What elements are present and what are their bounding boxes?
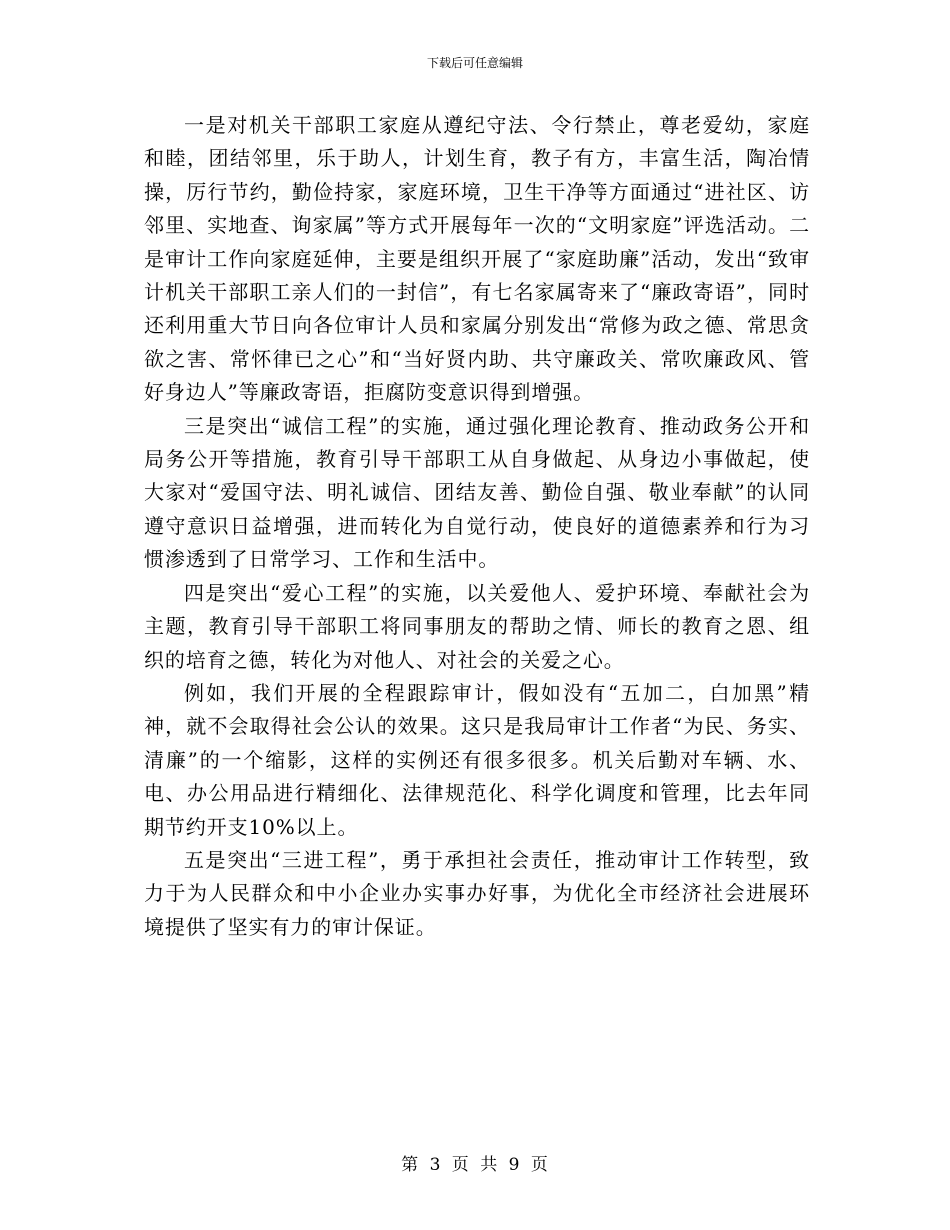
paragraph-5: 五是突出“三进工程”，勇于承担社会责任，推动审计工作转型，致力于为人民群众和中小企业办实事办好事，为优化全市经济社会进展环境提供了坚实有力的审计保证。 [144, 847, 810, 939]
paragraph-3: 四是突出“爱心工程”的实施，以关爱他人、爱护环境、奉献社会为主题，教育引导干部职工将同事朋友的帮助之情、师长的教育之恩、组织的培育之德，转化为对他人、对社会的关爱之心。 [144, 580, 810, 672]
paragraph-2: 三是突出“诚信工程”的实施，通过强化理论教育、推动政务公开和局务公开等措施，教育引导干部职工从自身做起、从身边小事做起，使大家对“爱国守法、明礼诚信、团结友善、勤俭自强、敬业奉献”的认同遵守意识日益增强，进而转化为自觉行动，使良好的道德素养和行为习惯渗透到了日常学习、工作和生活中。 [144, 413, 810, 572]
page-number: 第 3 页 共 9 页 [401, 1155, 549, 1175]
header-note: 下载后可任意编辑 [426, 56, 523, 70]
paragraph-1: 一是对机关干部职工家庭从遵纪守法、令行禁止，尊老爱幼，家庭和睦，团结邻里，乐于助人，计划生育，教子有方，丰富生活，陶冶情操，厉行节约，勤俭持家，家庭环境，卫生干净等方面通过“进社区、访邻里、实地查、询家属”等方式开展每年一次的“文明家庭”评选活动。二是审计工作向家庭延伸，主要是组织开展了“家庭助廉”活动，发出“致审计机关干部职工亲人们的一封信”，有七名家属寄来了“廉政寄语”，同时还利用重大节日向各位审计人员和家属分别发出“常修为政之德、常思贪欲之害、常怀律已之心”和“当好贤内助、共守廉政关、常吹廉政风、管好身边人”等廉政寄语，拒腐防变意识得到增强。 [144, 113, 810, 405]
paragraph-4: 例如，我们开展的全程跟踪审计，假如没有“五加二，白加黑”精神，就不会取得社会公认的效果。这只是我局审计工作者“为民、务实、清廉”的一个缩影，这样的实例还有很多很多。机关后勤对车辆、水、电、办公用品进行精细化、法律规范化、科学化调度和管理，比去年同期节约开支10%以上。 [144, 680, 810, 839]
document-body [144, 109, 810, 944]
